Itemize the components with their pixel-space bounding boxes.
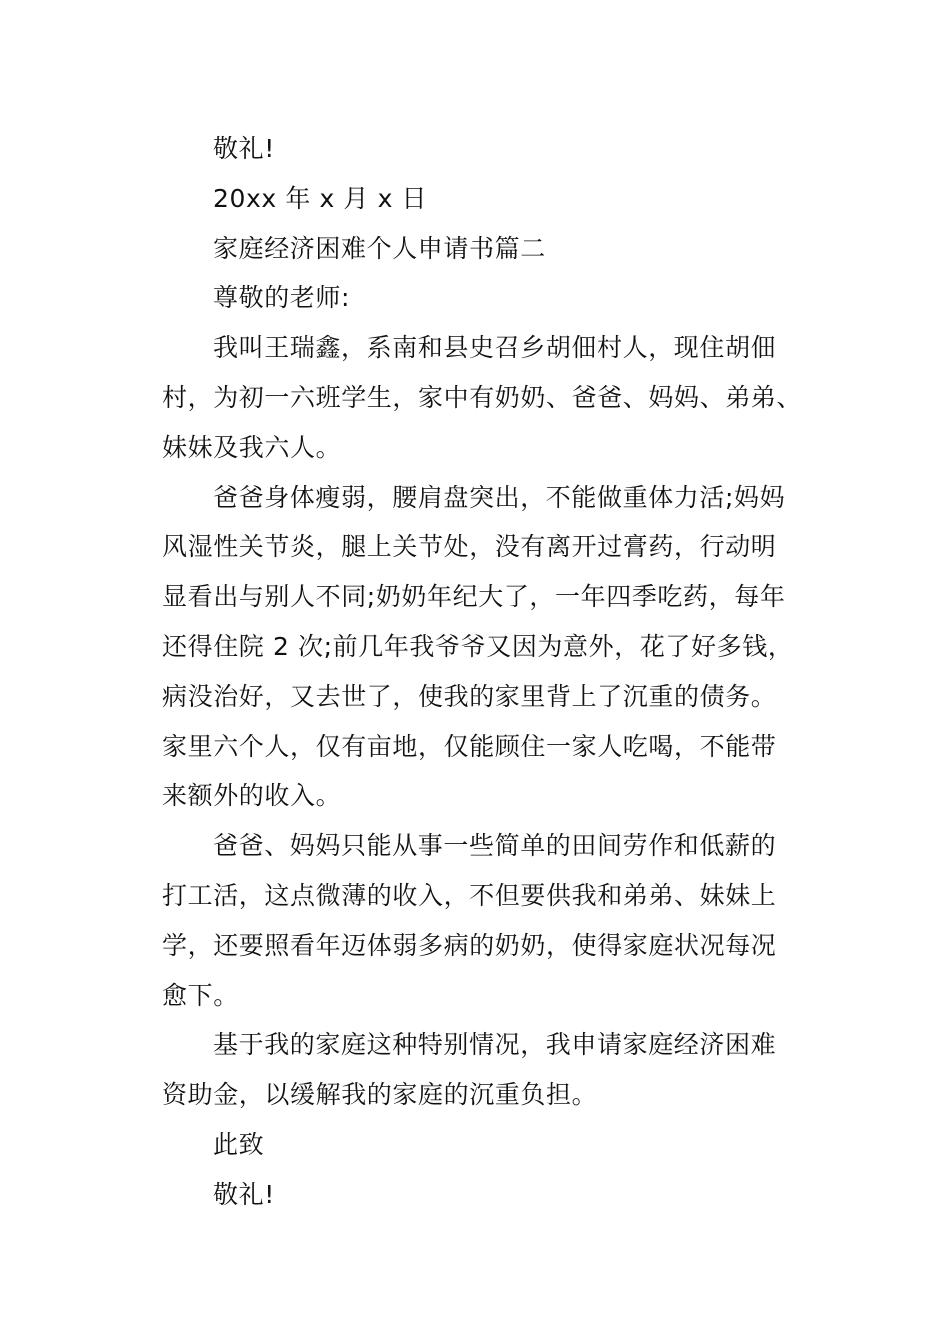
closing-greeting-top: 敬礼! <box>213 134 275 163</box>
paragraph-3 <box>162 821 792 1020</box>
section-title: 家庭经济困难个人申请书篇二 <box>213 233 546 263</box>
paragraph-line: 爸爸、妈妈只能从事一些简单的田间劳作和低薪的 <box>213 831 777 861</box>
paragraph-line: 村，为初一六班学生，家中有奶奶、爸爸、妈妈、弟弟、 <box>162 382 803 412</box>
letter-date: 20xx 年 x 月 x 日 <box>213 183 428 213</box>
paragraph-line: 风湿性关节炎，腿上关节处，没有离开过膏药，行动明 <box>162 532 777 562</box>
salutation: 尊敬的老师: <box>213 283 351 313</box>
document-page <box>162 124 803 1220</box>
paragraph-4 <box>162 1020 792 1120</box>
paragraph-line: 基于我的家庭这种特别情况，我申请家庭经济困难 <box>213 1030 777 1060</box>
closing-greeting: 敬礼! <box>213 1179 275 1209</box>
paragraph-line: 我叫王瑞鑫，系南和县史召乡胡佃村人，现住胡佃 <box>213 333 777 363</box>
closing-to: 此致 <box>213 1129 265 1159</box>
paragraph-2 <box>162 473 792 822</box>
paragraph-line: 妹妹及我六人。 <box>162 432 342 462</box>
paragraph-line: 病没治好，又去世了，使我的家里背上了沉重的债务。 <box>162 681 777 711</box>
paragraph-line: 家里六个人，仅有亩地，仅能顾住一家人吃喝，不能带 <box>162 731 777 761</box>
paragraph-line: 资助金，以缓解我的家庭的沉重负担。 <box>162 1080 598 1110</box>
paragraph-line: 还得住院 2 次;前几年我爷爷又因为意外，花了好多钱， <box>162 631 794 661</box>
paragraph-line: 打工活，这点微薄的收入，不但要供我和弟弟、妹妹上 <box>162 880 777 910</box>
paragraph-line: 学，还要照看年迈体弱多病的奶奶，使得家庭状况每况 <box>162 930 777 960</box>
paragraph-line: 来额外的收入。 <box>162 781 342 811</box>
paragraph-line: 爸爸身体瘦弱，腰肩盘突出，不能做重体力活;妈妈 <box>213 482 786 512</box>
paragraph-line: 显看出与别人不同;奶奶年纪大了，一年四季吃药，每年 <box>162 582 786 612</box>
paragraph-line: 愈下。 <box>162 980 239 1010</box>
paragraph-1 <box>162 323 803 472</box>
